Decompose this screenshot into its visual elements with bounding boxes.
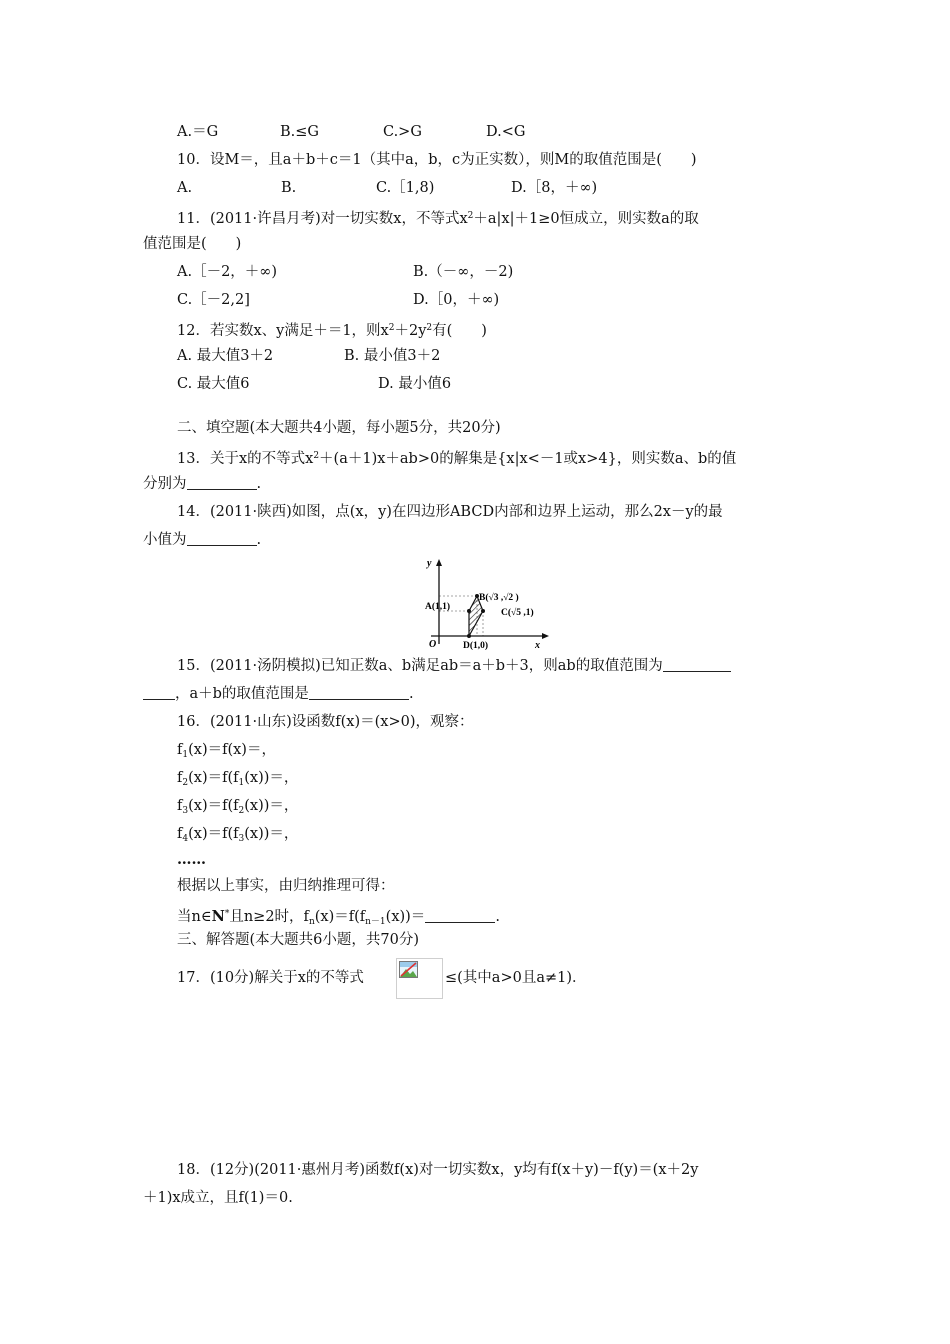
q10-stem: 10．设M＝，且a＋b＋c＝1（其中a，b，c为正实数），则M的取值范围是( ) — [177, 152, 697, 168]
q12-option-c: C. 最大值6 — [177, 376, 250, 392]
q10-option-a: A. — [177, 180, 193, 196]
q11-option-d: D.［0，＋∞) — [413, 292, 500, 308]
q17-stem-part1: 17．(10分)解关于x的不等式 — [177, 970, 364, 986]
q9-options — [177, 122, 525, 142]
q15-blank-1b — [143, 685, 175, 700]
point-b-label: B(√3 ,√2 ) — [479, 593, 519, 603]
q9-option-a: A.＝G — [177, 124, 219, 140]
q14-line1: 14．(2011·陕西)如图，点(x，y)在四边形ABCD内部和边界上运动，那么2x－y的最 — [177, 504, 723, 520]
section-3-heading: 三、解答题(本大题共6小题，共70分) — [177, 932, 419, 948]
q11-options-row1 — [177, 262, 513, 282]
q14-figure — [425, 556, 553, 656]
x-axis-label: x — [535, 640, 540, 651]
q16-f3: $f_3(x)=f(f_2(x))=$， — [177, 798, 299, 816]
q15-line1: 15．(2011·汤阴模拟)已知正数a、b满足ab＝a＋b＋3，则ab的取值范围为 — [177, 656, 731, 676]
q13-answer-blank — [187, 475, 257, 490]
q16-stem: 16．(2011·山东)设函数f(x)＝(x>0)，观察： — [177, 714, 474, 730]
q16-answer-blank — [425, 908, 495, 923]
q16-infer: 根据以上事实，由归纳推理可得： — [177, 878, 395, 894]
q16-f1: $f_1(x)=f(x)=$， — [177, 742, 276, 760]
origin-label: O — [429, 639, 437, 650]
q15-blank-1a — [663, 657, 731, 672]
q12-option-b: B. 最小值3＋2 — [344, 348, 441, 364]
q14-line2: 小值为 . — [143, 532, 262, 548]
q16-f4: $f_4(x)=f(f_3(x))=$， — [177, 826, 299, 844]
point-d — [467, 634, 471, 638]
q16-ellipsis: …… — [177, 851, 206, 868]
x-axis-arrow — [542, 633, 549, 639]
q15-line2: ，a＋b的取值范围是 . — [143, 684, 414, 704]
q11-stem-line2: 值范围是( ) — [143, 236, 242, 252]
q11-options-row2 — [177, 290, 499, 310]
broken-image-placeholder — [396, 958, 443, 999]
y-axis-arrow — [436, 559, 442, 566]
q18-line1: 18．(12分)(2011·惠州月考)函数f(x)对一切实数x，y均有f(x＋y)－f(y)＝(x＋2y — [177, 1162, 699, 1178]
q13-line1: 13．关于x的不等式$x^2+(a+1)x+ab>0$的解集是{x|x<－1或x>4}，则实数a、b的值 — [177, 451, 737, 467]
q16-conclusion: 当n∈N*且n≥2时，$f_n(x)=f(f_{n-1}(x))=$ . — [177, 908, 500, 927]
q18-line2: ＋1)x成立，且f(1)＝0. — [143, 1190, 293, 1206]
q11-option-c: C.［－2,2] — [177, 292, 250, 308]
section-2-heading: 二、填空题(本大题共4小题，每小题5分，共20分) — [177, 420, 501, 436]
q14-answer-blank — [187, 531, 257, 546]
q12-options-row1 — [177, 346, 440, 366]
point-d-label: D(1,0) — [463, 641, 489, 651]
q16-f2: $f_2(x)=f(f_1(x))=$， — [177, 770, 299, 788]
q13-line2: 分别为 . — [143, 476, 262, 492]
q10-options — [177, 178, 597, 198]
q9-option-c: C.>G — [383, 124, 422, 140]
point-a-label: A(1,1) — [425, 602, 451, 612]
q9-option-b: B.≤G — [280, 124, 319, 140]
q10-option-c: C.［1,8) — [376, 180, 435, 196]
point-c-label: C(√5 ,1) — [501, 608, 534, 618]
q15-blank-2 — [309, 685, 409, 700]
q10-option-b: B. — [281, 180, 297, 196]
point-c — [481, 609, 485, 613]
q12-option-d: D. 最小值6 — [378, 376, 452, 392]
q11-option-b: B.（－∞，－2) — [413, 264, 514, 280]
q12-stem: 12．若实数x、y满足＋＝1，则$x^2+2y^2$有( ) — [177, 323, 487, 339]
q11-option-a: A.［－2，＋∞) — [177, 264, 278, 280]
q10-option-d: D.［8，＋∞) — [511, 180, 598, 196]
point-a — [467, 609, 471, 613]
y-axis-label: y — [427, 558, 432, 569]
q12-option-a: A. 最大值3＋2 — [177, 348, 274, 364]
q11-stem-line1: 11．(2011·许昌月考)对一切实数x，不等式$x^2+a|x|+1\ge 0$恒成立，则实数a的取 — [177, 211, 699, 227]
q17-stem-part2: ≤(其中a>0且a≠1)． — [445, 970, 587, 986]
q12-options-row2 — [177, 374, 451, 394]
q9-option-d: D.<G — [486, 124, 526, 140]
broken-image-icon — [399, 961, 419, 979]
